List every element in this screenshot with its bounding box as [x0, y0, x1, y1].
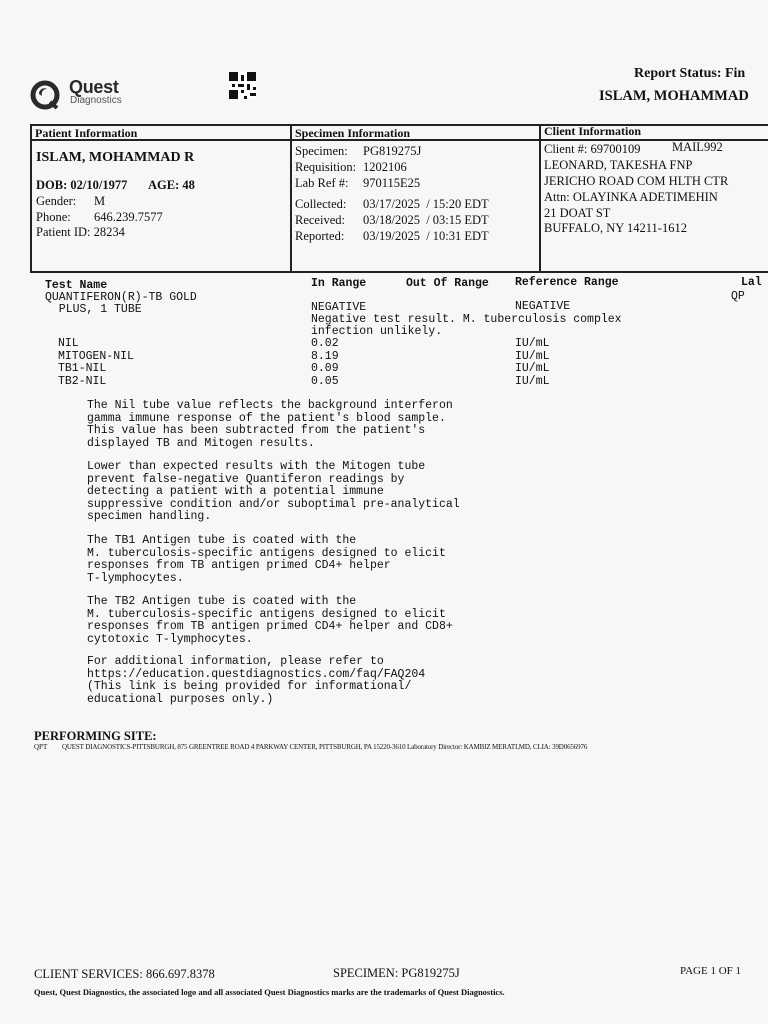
received-label: Received:: [295, 213, 345, 227]
footer-specimen: SPECIMEN: PG819275J: [333, 966, 460, 980]
box-divider-2: [539, 124, 541, 272]
row-units: IU/mL: [515, 374, 550, 388]
requisition-label: Requisition:: [295, 160, 357, 174]
labref-label: Lab Ref #:: [295, 176, 349, 190]
gender-label: Gender:: [36, 194, 77, 208]
row-value: 0.05: [311, 374, 339, 388]
note-mitogen-tube: Lower than expected results with the Mitogen tube prevent false-negative Quantiferon readings by detecting a patient with a potential immune suppressive condition and/or suboptimal pre-analytical specimen handling.: [87, 460, 460, 524]
reported-date: 03/19/2025 / 10:31 EDT: [363, 229, 489, 243]
client-line-5: BUFFALO, NY 14211-1612: [544, 221, 687, 235]
specimen-number: PG819275J: [363, 144, 422, 158]
labref-number: 970115E25: [363, 176, 421, 190]
row-units: IU/mL: [515, 362, 550, 376]
received-date: 03/18/2025 / 03:15 EDT: [363, 213, 489, 227]
client-line-4: 21 DOAT ST: [544, 206, 611, 220]
quest-logo-icon: [30, 80, 60, 110]
phone-label: Phone:: [36, 210, 71, 224]
col-header-reference-range: Reference Range: [515, 276, 619, 289]
collected-label: Collected:: [295, 197, 347, 211]
patient-info-title: Patient Information: [35, 126, 138, 140]
reported-label: Reported:: [295, 229, 345, 243]
patient-gender: M: [94, 194, 106, 208]
row-test-name: MITOGEN-NIL: [58, 349, 134, 363]
logo-wordmark: Quest: [69, 77, 119, 97]
report-status: Report Status: Fin: [634, 66, 746, 81]
qr-code-icon: [229, 72, 256, 99]
col-header-out-of-range: Out Of Range: [406, 277, 489, 290]
col-header-lab: Lal: [741, 276, 762, 289]
row-units: IU/mL: [515, 349, 550, 363]
client-line-3: Attn: OLAYINKA ADETIMEHIN: [544, 190, 718, 204]
row-test-name: TB1-NIL: [58, 362, 107, 376]
main-result: NEGATIVE: [311, 301, 367, 314]
patient-dob: DOB: 02/10/1977: [36, 178, 128, 192]
logo-subtitle: Diagnostics: [70, 95, 122, 106]
header-patient-name: ISLAM, MOHAMMAD: [599, 88, 749, 104]
patient-name: ISLAM, MOHAMMAD R: [36, 150, 195, 165]
collected-date: 03/17/2025 / 15:20 EDT: [363, 197, 489, 211]
result-comment-line-1: Negative test result. M. tuberculosis complex: [311, 313, 622, 326]
test-name-line-1: QUANTIFERON(R)-TB GOLD: [45, 291, 197, 304]
row-value: 8.19: [311, 349, 339, 363]
patient-id: Patient ID: 28234: [36, 225, 125, 239]
client-line-1: LEONARD, TAKESHA FNP: [544, 158, 693, 172]
test-name-line-2: PLUS, 1 TUBE: [45, 303, 142, 316]
performing-site-details: QUEST DIAGNOSTICS-PITTSBURGH, 875 GREENTREE ROAD 4 PARKWAY CENTER, PITTSBURGH, PA 15220-3610 Laboratory Director: KAMBIZ MERATI,MD, CLIA: 39D0656976: [62, 743, 588, 751]
patient-age: AGE: 48: [148, 178, 195, 192]
row-test-name: NIL: [58, 337, 79, 350]
box-bottom-border: [30, 271, 768, 273]
page-number: PAGE 1 OF 1: [680, 965, 742, 977]
specimen-info-title: Specimen Information: [295, 126, 410, 140]
client-mail-code: MAIL992: [672, 140, 723, 154]
note-tb2-tube: The TB2 Antigen tube is coated with the M. tuberculosis-specific antigens designed to elicit responses from TB antigen primed CD4+ helper and CD8+ cytotoxic T-lymphocytes.: [87, 595, 453, 646]
result-comment-line-2: infection unlikely.: [311, 325, 443, 338]
note-nil-tube: The Nil tube value reflects the background interferon gamma immune response of the patient's blood sample. This value has been subtracted from the patient's displayed TB and Mitogen results.: [87, 399, 453, 450]
main-reference: NEGATIVE: [515, 300, 571, 313]
col-header-in-range: In Range: [311, 277, 367, 290]
client-services: CLIENT SERVICES: 866.697.8378: [34, 967, 215, 981]
performing-site-code: QPT: [34, 743, 48, 751]
lab-code: QP: [731, 290, 745, 303]
note-additional-info: For additional information, please refer to https://education.questdiagnostics.com/faq/FAQ204 (This link is being provided for informational/ educational purposes only.): [87, 655, 426, 706]
box-left-border: [30, 124, 32, 272]
client-line-2: JERICHO ROAD COM HLTH CTR: [544, 174, 729, 188]
performing-site-title: PERFORMING SITE:: [34, 729, 157, 743]
col-header-test-name: Test Name: [45, 279, 108, 292]
patient-phone: 646.239.7577: [94, 210, 163, 224]
note-tb1-tube: The TB1 Antigen tube is coated with the M. tuberculosis-specific antigens designed to elicit responses from TB antigen primed CD4+ helper T-lymphocytes.: [87, 534, 446, 585]
trademark-notice: Quest, Quest Diagnostics, the associated logo and all associated Quest Diagnostics marks are the trademarks of Quest Diagnostics.: [34, 987, 505, 997]
row-value: 0.02: [311, 337, 339, 350]
client-number: Client #: 69700109: [544, 142, 641, 156]
row-value: 0.09: [311, 362, 339, 376]
box-divider-1: [290, 124, 292, 272]
row-units: IU/mL: [515, 337, 550, 350]
specimen-label: Specimen:: [295, 144, 348, 158]
row-test-name: TB2-NIL: [58, 374, 107, 388]
requisition-number: 1202106: [363, 160, 407, 174]
client-info-title: Client Information: [544, 124, 641, 138]
